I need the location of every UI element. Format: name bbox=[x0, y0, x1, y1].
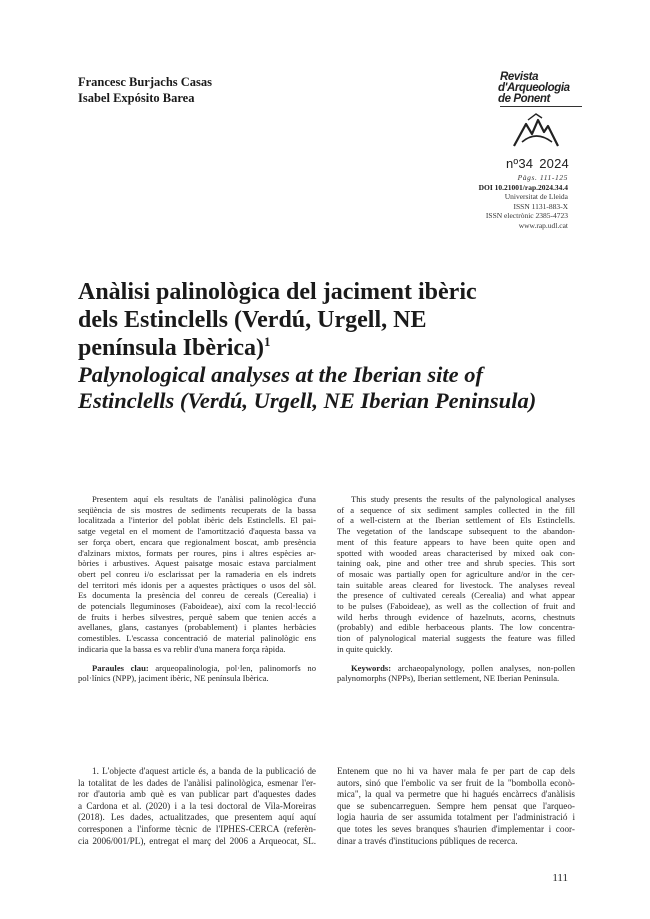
author-1: Francesc Burjachs Casas bbox=[78, 75, 213, 89]
keywords-catalan-label: Paraules clau: bbox=[92, 662, 149, 673]
journal-logo-icon bbox=[508, 112, 564, 152]
page-range: Pàgs. 111-125 bbox=[517, 173, 568, 182]
page-number: 111 bbox=[552, 872, 568, 884]
abstract-catalan bbox=[78, 494, 316, 684]
title-catalan-line-3: península Ibèrica) bbox=[78, 335, 265, 361]
title-catalan-line-1: Anàlisi palinològica del jaciment ibèric bbox=[78, 279, 477, 305]
university: Universitat de Lleida bbox=[504, 192, 568, 202]
author-2: Isabel Expósito Barea bbox=[78, 91, 195, 105]
abstract-english-text: This study presents the results of the palynological analyses of a sequence of six sediment samples collected in the fill of a well-cistern at the Iberian settlement of Els Estinclells. The vegetation of the landscape subsequent to the abandon- ment of this feature appears to have been quite open and spotted with wooded areas characterised by mixed oak con- taining oak, pine and other tree and shrub species. This sort of mosaic was partially open for agriculture and/or in the cer- tain suitable areas cleared for livestock. The analyses reveal the presence of cultivated cereals (Cerealia) and what appear to be pulses (Faboideae), as well as the collection of fruit and wild herbs through evidence of hazelnuts, acorns, chestnuts (probably) and edible herbaceous plants. The low concentra- tion of palynological material suggests the feature was filled in quite quickly. bbox=[337, 494, 575, 654]
issue-number: nº34 bbox=[506, 156, 534, 171]
keywords-english: Keywords: archaeopalynology, pollen analyses, non-pollen palynomorphs (NPPs), Iberian settlement, NE Iberian Peninsula. bbox=[337, 662, 575, 684]
doi: DOI 10.21001/rap.2024.34.4 bbox=[478, 182, 568, 192]
authors bbox=[78, 74, 212, 106]
journal-url: www.rap.udl.cat bbox=[518, 220, 568, 230]
journal-rule bbox=[500, 106, 582, 107]
abstract-english bbox=[337, 494, 575, 684]
abstract-catalan-text: Presentem aquí els resultats de l'anàlisi palinològica d'una seqüència de sis mostres de sediments recuperats de la bassa localitzada a l'interior del poblat ibèric dels Estinclells. El pai- satge vegetal en el moment de l'amortització d'aquesta bassa va ser força obert, encara que regionalment boscat, amb presència d'alzinars mixtos, formats per roures, pins i altres espècies ar- bòries i arbustives. Aquest paisatge mosaic estava parcialment obert pel conreu i/o esclarissat per la ramaderia en els indrets del territori més idonis per a aquestes pràctiques o usos del sòl. Es documenta la presència del conreu de cereals (Cerealia) i de potencials lleguminoses (Faboideae), així com la recol·lecció de fruits i herbes silvestres, perquè sabem que tenien accés a avellanes, glans, castanyes (probablement) i plantes herbàcies comestibles. L'escassa concentració de material palinològic ens indicaria que la bassa es va reblir d'una manera força ràpida. bbox=[78, 494, 316, 654]
issn: ISSN 1131-883-X bbox=[513, 201, 568, 211]
journal-block bbox=[498, 72, 588, 172]
eissn: ISSN electrònic 2385-4723 bbox=[485, 211, 568, 221]
journal-name-line-2: d'Arqueologia bbox=[498, 82, 570, 94]
title-english-line-2: Estinclells (Verdú, Urgell, NE Iberian Peninsula) bbox=[78, 388, 537, 413]
keywords-english-label: Keywords: bbox=[351, 662, 392, 673]
journal-name-line-1: Revista bbox=[500, 71, 539, 83]
journal-name bbox=[498, 72, 588, 105]
keywords-catalan: Paraules clau: arqueopalinologia, pol·len, palinomorfs no pol·línics (NPP), jaciment ibèric, NE península Ibèrica. bbox=[78, 662, 316, 684]
title-english-line-1: Palynological analyses at the Iberian site of bbox=[78, 362, 483, 387]
issue-year: 2024 bbox=[539, 156, 569, 171]
title-english bbox=[78, 362, 536, 414]
footnote: 1. L'objecte d'aquest article és, a banda de la publicació de la totalitat de les dades de l'anàlisi palinològica, esmenar l'er- ror d'autoria amb què es van publicar part d'aquestes dades a Cardona et al. (2020) i a la tesi doctoral de Vila-Moreiras (2018). Les dades, actualitzades, que presentem aquí aquí corresponen a l'informe tècnic de l'IPHES-CERCA (referèn- cia 2006/001/PL), entregat el març del 2006 a Arqueocat, SL. bbox=[78, 766, 316, 846]
body-text: Entenem que no hi va haver mala fe per part de cap dels autors, sinó que l'embolic va ser fruit de la "bombolla econò- mica", la qual va permetre que hi hagués encàrrecs d'anàlisis que se subencarreguen. Sempre hem pensat que l'arqueo- logia hauria de ser assumida totalment per l'administració i que totes les seves branques s'haurien d'implementar i coor- dinar a través d'institucions públiques de recerca. bbox=[337, 766, 575, 846]
title-catalan bbox=[78, 278, 477, 362]
title-catalan-line-2: dels Estinclells (Verdú, Urgell, NE bbox=[78, 307, 427, 333]
article-metadata bbox=[479, 173, 568, 231]
footnote-mark: 1 bbox=[264, 334, 271, 349]
journal-issue bbox=[506, 156, 569, 171]
journal-name-line-3: de Ponent bbox=[498, 93, 550, 105]
